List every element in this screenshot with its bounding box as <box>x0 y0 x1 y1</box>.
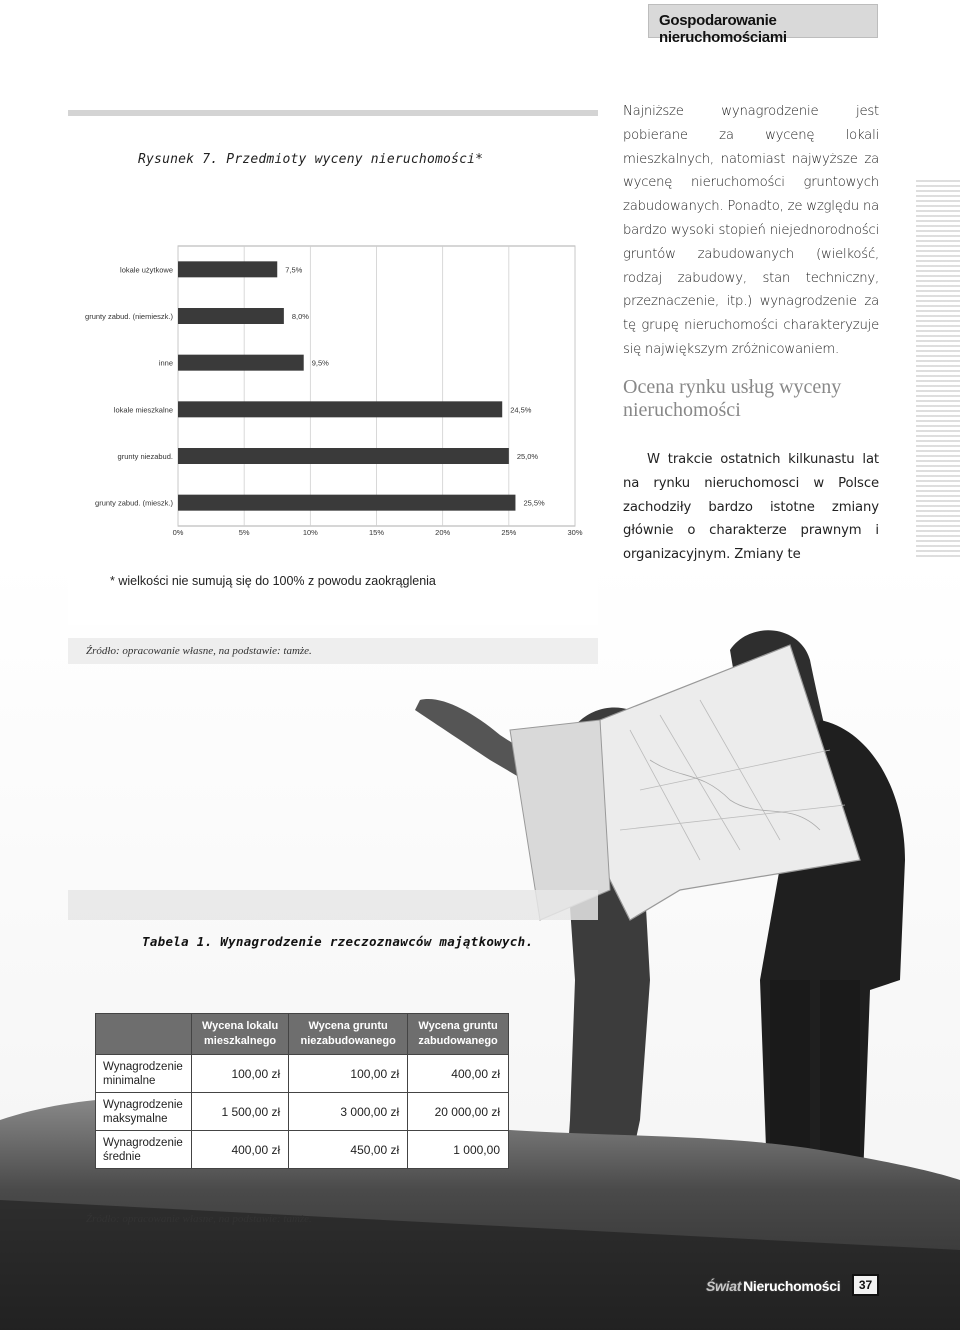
table-corner-cell <box>96 1014 192 1055</box>
table-cell: 1 500,00 zł <box>192 1093 289 1131</box>
bar <box>178 261 277 277</box>
data-label: 24,5% <box>510 405 532 415</box>
magazine-logo <box>706 1278 840 1294</box>
section-header <box>648 4 878 46</box>
bar-chart <box>68 220 588 550</box>
figure-title: Rysunek 7. Przedmioty wyceny nieruchomości* <box>138 152 484 167</box>
paragraph-2 <box>623 448 879 567</box>
table-cell: 400,00 zł <box>192 1131 289 1169</box>
row-header-line: Wynagrodzenie <box>103 1060 183 1073</box>
figure-source: Źródło: opracowanie własne, na podstawie: tamże. <box>86 645 312 657</box>
table-cell: 1 000,00 <box>408 1131 509 1169</box>
row-header-line: średnie <box>103 1150 141 1163</box>
column-header-line: Wycena gruntu <box>418 1020 498 1032</box>
bar <box>178 355 304 371</box>
column-header-line: mieszkalnego <box>204 1035 277 1047</box>
bar <box>178 495 515 511</box>
x-tick-label: 0% <box>172 528 184 537</box>
bar <box>178 401 502 417</box>
table-cell: 3 000,00 zł <box>289 1093 408 1131</box>
decorative-stripes <box>916 180 960 560</box>
table-source: Źródło: opracowanie własne, na podstawie: tamże. <box>86 1213 312 1225</box>
row-header <box>96 1131 192 1169</box>
category-label: grunty zabud. (niemieszk.) <box>85 312 173 321</box>
page-number: 37 <box>852 1274 879 1296</box>
row-header <box>96 1055 192 1093</box>
column-header-line: Wycena gruntu <box>308 1020 388 1032</box>
section-header-title: Gospodarowanie nieruchomościami <box>659 12 787 46</box>
table-row <box>96 1093 509 1131</box>
table-cell: 450,00 zł <box>289 1131 408 1169</box>
x-tick-label: 25% <box>501 528 517 537</box>
x-tick-label: 5% <box>238 528 250 537</box>
logo-part-1: Świat <box>706 1278 742 1294</box>
x-tick-label: 30% <box>567 528 583 537</box>
row-header-line: Wynagrodzenie <box>103 1136 183 1149</box>
row-header <box>96 1093 192 1131</box>
table-row <box>96 1055 509 1093</box>
column-header <box>289 1014 408 1055</box>
column-header-line: Wycena lokalu <box>201 1020 279 1032</box>
column-header-line: zabudowanego <box>418 1035 498 1047</box>
table-cell: 400,00 zł <box>408 1055 509 1093</box>
paragraph-2-rest: rynku nieruchomosci w Polsce zachodziły bardzo istotne zmiany głównie o charakterze prawnym i organizacyjnym. Zmiany te <box>623 475 879 563</box>
row-header-line: minimalne <box>103 1074 156 1087</box>
column-header <box>408 1014 509 1055</box>
data-label: 8,0% <box>291 312 309 321</box>
row-header-line: maksymalne <box>103 1112 168 1125</box>
category-label: inne <box>158 358 173 368</box>
table-row <box>96 1131 509 1169</box>
bar <box>178 308 284 324</box>
table-top-bar <box>68 890 598 920</box>
section-title: Ocena rynku usług wyceny nieruchomości <box>623 376 842 421</box>
data-label: 7,5% <box>285 265 303 275</box>
paragraph-1: Najniższe wynagrodzenie jest pobierane za wycenę lokali mieszkalnych, natomiast najwyższe za wycenę nieruchomości gruntowych zabudowanych. Ponadto, ze względu na bardzo wysoki stopień niejednorodności gruntów zabudowanych (wielkość, rodzaj zabudowy, stan techniczny, przeznaczenie, itp.) wynagrodzenie za tę grupę nieruchomości charakteryzuje się największym zróżnicowaniem. <box>623 104 879 357</box>
paragraph-2-line-1: W trakcie ostatnich kilkunastu lat na <box>623 452 879 491</box>
table-cell: 20 000,00 zł <box>408 1093 509 1131</box>
table-cell: 100,00 zł <box>289 1055 408 1093</box>
category-label: grunty niezabud. <box>117 452 173 461</box>
category-label: lokale mieszkalne <box>113 405 173 415</box>
bar <box>178 448 509 464</box>
salary-table <box>95 1013 509 1169</box>
x-tick-label: 10% <box>302 528 318 537</box>
table-header-row <box>96 1014 509 1055</box>
figure-footnote: * wielkości nie sumują się do 100% z powodu zaokrąglenia <box>110 574 436 588</box>
x-tick-label: 15% <box>368 528 385 537</box>
x-tick-label: 20% <box>435 528 451 537</box>
column-header-line: niezabudowanego <box>300 1035 396 1047</box>
logo-part-2: Nieruchomości <box>743 1278 841 1294</box>
table-cell: 100,00 zł <box>192 1055 289 1093</box>
category-label: grunty zabud. (mieszk.) <box>95 498 173 508</box>
data-label: 25,0% <box>516 452 539 461</box>
row-header-line: Wynagrodzenie <box>103 1098 183 1111</box>
data-label: 25,5% <box>523 498 545 508</box>
column-header <box>192 1014 289 1055</box>
data-label: 9,5% <box>311 358 329 368</box>
table-title: Tabela 1. Wynagrodzenie rzeczoznawców majątkowych. <box>142 934 534 949</box>
category-label: lokale użytkowe <box>120 265 173 275</box>
